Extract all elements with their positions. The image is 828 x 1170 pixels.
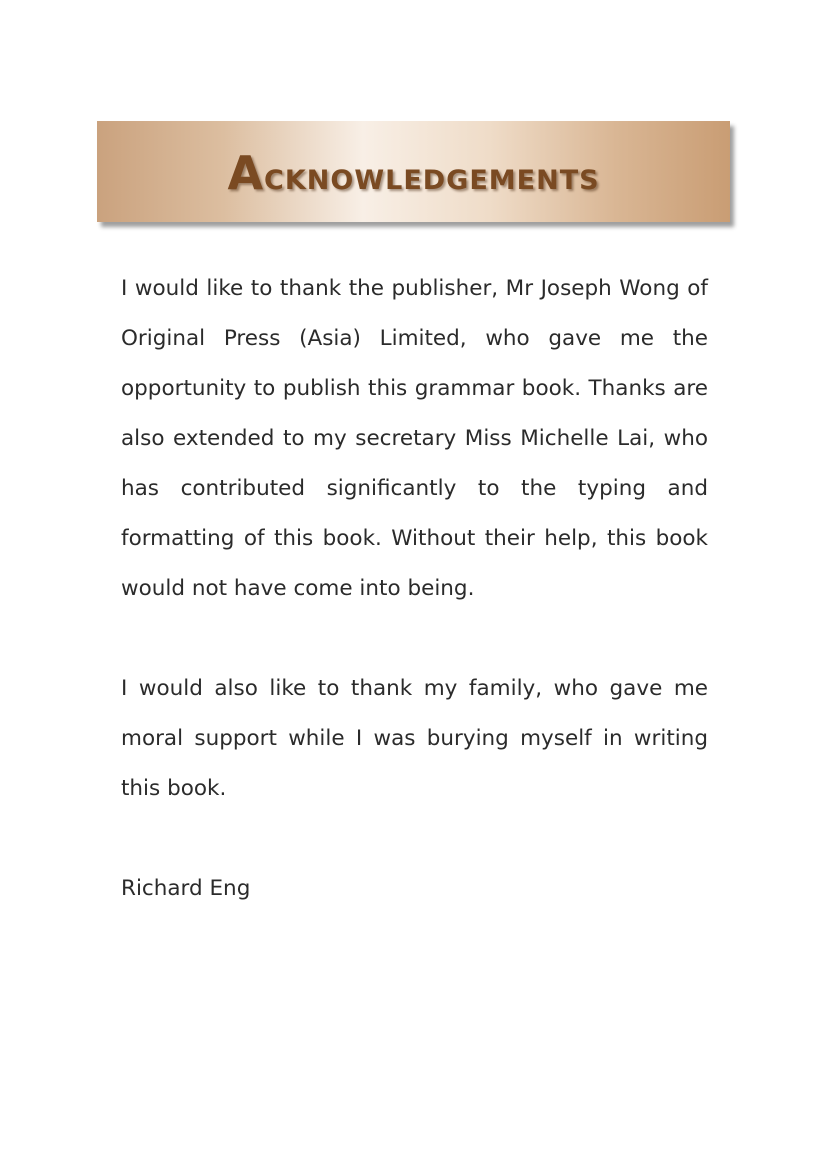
- title-banner: [97, 121, 730, 222]
- page-title: Acknowledgements: [227, 145, 600, 200]
- paragraph: I would like to thank the publisher, Mr Joseph Wong of Original Press (Asia) Limited, who gave me the opportunity to publish this grammar book. Thanks are also extended to my secretary Miss Michelle Lai, who has contributed significantly to the typing and formatting of this book. Without their help, this book would not have come into being.: [121, 276, 708, 601]
- paragraph: I would also like to thank my family, who gave me moral support while I was burying myself in writing this book.: [121, 676, 708, 801]
- author-signature: Richard Eng: [121, 876, 251, 901]
- acknowledgements-body: [121, 264, 708, 914]
